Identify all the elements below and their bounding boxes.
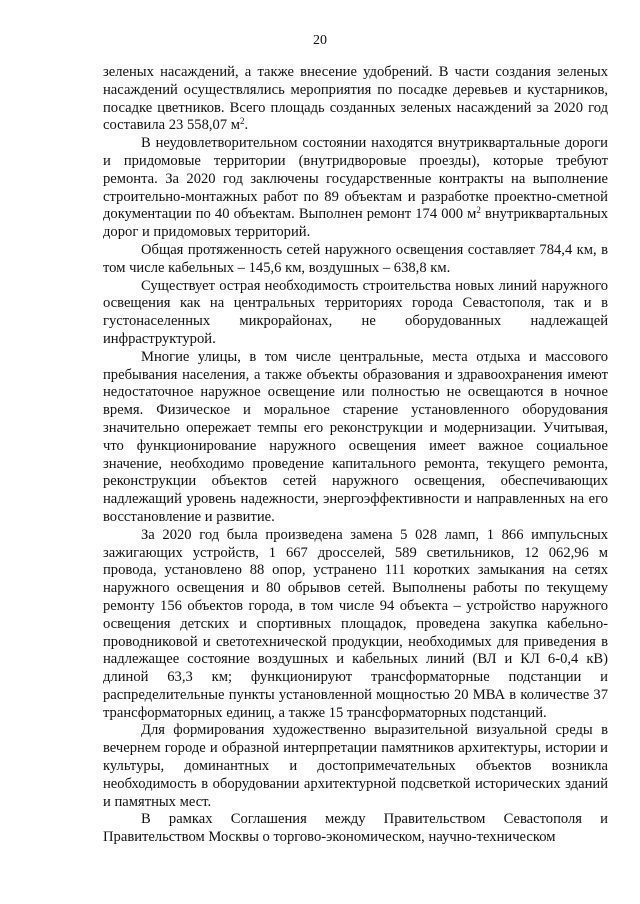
paragraph-text: Существует острая необходимость строительства новых линий наружного освещения как на центральных территориях города Севастополя, так и в густонаселенных микрорайонах, не оборудованных надлежащей инфраструктурой. [103,277,608,347]
paragraph [103,278,608,349]
paragraph-text: Многие улицы, в том числе центральные, места отдыха и массового пребывания населения, а также объекты образования и здравоохранения имеют недостаточное наружное освещение или полностью не освещаются в ночное время. Физическое и моральное старение установленного оборудования значительно опережает темпы его реконструкции и модернизации. Учитывая, что функционирование наружного освещения имеет важное социальное значение, необходимо проведение капитального ремонта, текущего ремонта, реконструкции объектов сетей наружного освещения, обеспечивающих надлежащий уровень надежности, энергоэффективности и направленных на его восстановление и развитие. [103,348,608,525]
page-number: 20 [313,33,327,48]
paragraph-text: . [244,117,249,134]
paragraph-text: внутриквартальных дорог и придомовых территорий. [103,206,608,241]
paragraph [103,135,608,242]
paragraph [103,242,608,278]
paragraph [103,64,608,135]
paragraph [103,349,608,527]
superscript: 2 [240,116,245,127]
superscript: 2 [476,205,481,216]
paragraph [103,527,608,723]
paragraph [103,811,608,847]
paragraph [103,722,608,811]
paragraph-text: зеленых насаждений, а также внесение удобрений. В части создания зеленых насаждений осуществлялись мероприятия по посадке деревьев и кустарников, посадке цветников. Всего площадь созданных зеленых насаждений за 2020 год составила 23 558,07 м [103,64,608,134]
paragraph-text: Общая протяженность сетей наружного освещения составляет 784,4 км, в том числе кабельных – 145,6 км, воздушных – 638,8 км. [103,241,608,276]
paragraph-text: Для формирования художественно выразительной визуальной среды в вечернем городе и образной интерпретации памятников архитектуры, истории и культуры, доминантных и достопримечательных объектов возникла необходимость в оборудовании архитектурной подсветкой исторических зданий и памятных мест. [103,722,608,810]
paragraph-text: В рамках Соглашения между Правительством Севастополя и Правительством Москвы о торгово-экономическом, научно-техническом [103,811,608,846]
paragraph-text: За 2020 год была произведена замена 5 028 ламп, 1 866 импульсных зажигающих устройств, 1 667 дросселей, 589 светильников, 12 062,96 м провода, установлено 88 опор, устранено 111 коротких замыкания на сетях наружного освещения и 80 обрывов сетей. Выполнены работы по текущему ремонту 156 объектов города, в том числе 94 объекта – устройство наружного освещения детских и спортивных площадок, проведена закупка кабельно-проводниковой и светотехнической продукции, необходимых для приведения в надлежащее состояние воздушных и кабельных линий (ВЛ и КЛ 6-0,4 кВ) длиной 63,3 км; функционируют трансформаторные подстанции и распределительные пункты установленной мощностью 20 МВА в количестве 37 трансформаторных единиц, а также 15 трансформаторных подстанций. [103,526,608,721]
paragraph-text: В неудовлетворительном состоянии находятся внутриквартальные дороги и придомовые территории (внутридворовые проезды), которые требуют ремонта. За 2020 год заключены государственные контракты на выполнение строительно-монтажных работ по 89 объектам и разработке проектно-сметной документации по 40 объектам. Выполнен ремонт 174 000 м [103,135,608,223]
document-body [103,64,608,847]
